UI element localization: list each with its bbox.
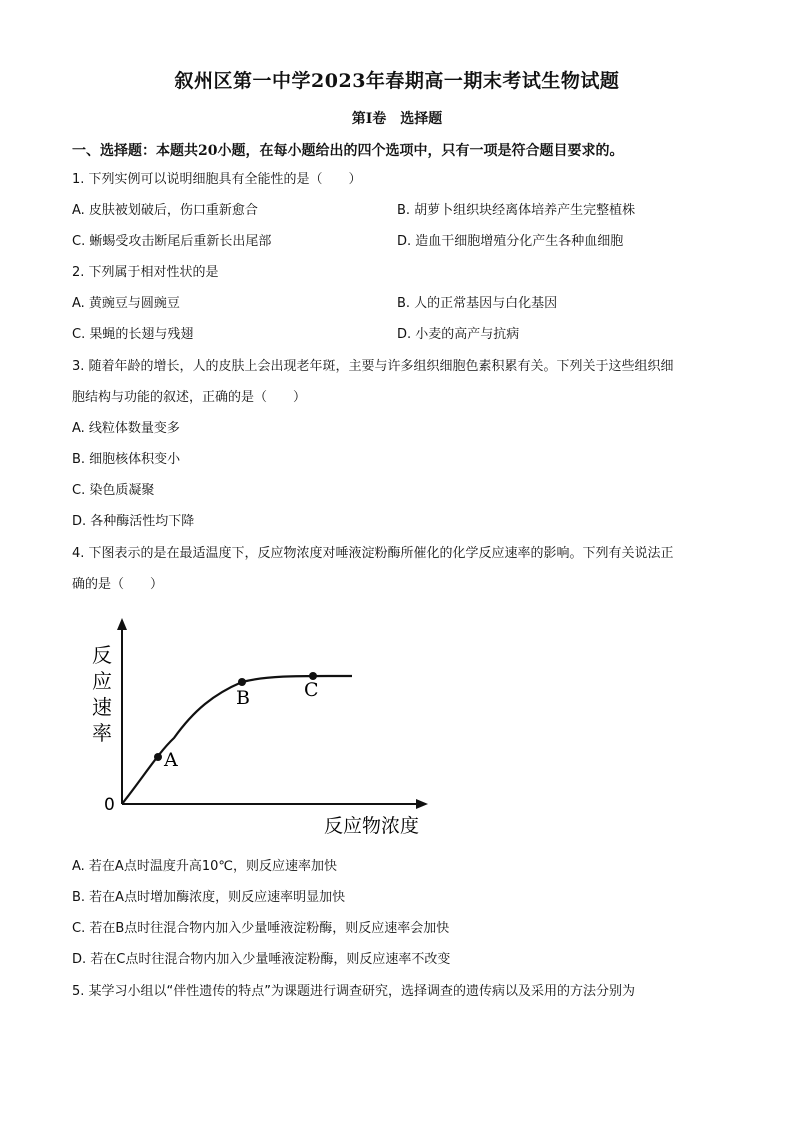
question-2-option-d: D. 小麦的高产与抗病 (397, 327, 520, 342)
question-4-option-c: C. 若在B点时往混合物内加入少量唾液淀粉酶，则反应速率会加快 (72, 921, 450, 936)
question-3-option-d: D. 各种酶活性均下降 (72, 514, 195, 529)
point-b-label: B (236, 687, 250, 709)
question-2-option-a: A. 黄豌豆与圆豌豆 (72, 296, 180, 311)
y-axis-arrow (117, 618, 127, 630)
point-a (154, 753, 162, 761)
question-3-stem-line-1: 3. 随着年龄的增长，人的皮肤上会出现老年斑，主要与许多组织细胞色素积累有关。下列关于这些组织细 (72, 359, 674, 374)
question-4-stem-line-2: 确的是（ ） (72, 577, 164, 592)
point-a-label: A (164, 749, 178, 771)
question-3-option-a: A. 线粒体数量变多 (72, 421, 180, 436)
point-c-label: C (304, 679, 319, 701)
volume-subtitle: 第I卷 选择题 (351, 111, 443, 127)
y-axis-label-char-1: 反 (92, 643, 112, 667)
question-4-option-d: D. 若在C点时往混合物内加入少量唾液淀粉酶，则反应速率不改变 (72, 952, 451, 967)
question-1-option-a: A. 皮肤被划破后，伤口重新愈合 (72, 203, 258, 218)
question-1-stem: 1. 下列实例可以说明细胞具有全能性的是（ ） (72, 172, 362, 187)
question-4-option-a: A. 若在A点时温度升高10℃，则反应速率加快 (72, 859, 337, 874)
question-4-stem-line-1: 4. 下图表示的是在最适温度下，反应物浓度对唾液淀粉酶所催化的化学反应速率的影响。下列有关说法正 (72, 546, 674, 561)
question-3-stem-line-2: 胞结构与功能的叙述，正确的是（ ） (72, 390, 307, 405)
question-5-stem: 5. 某学习小组以“伴性遗传的特点”为课题进行调查研究，选择调查的遗传病以及采用的方法分别为 (72, 984, 636, 999)
x-axis-label: 反应物浓度 (324, 815, 420, 837)
page-title: 叙州区第一中学2023年春期高一期末考试生物试题 (174, 70, 620, 92)
section-heading: 一、选择题：本题共20小题，在每小题给出的四个选项中，只有一项是符合题目要求的。 (72, 143, 624, 159)
question-3-option-b: B. 细胞核体积变小 (72, 452, 181, 467)
y-axis-label-char-4: 率 (92, 721, 112, 745)
reaction-rate-graph (84, 612, 444, 842)
question-2-option-b: B. 人的正常基因与白化基因 (397, 296, 558, 311)
origin-label: 0 (104, 795, 115, 815)
question-3-option-c: C. 染色质凝聚 (72, 483, 155, 498)
question-1-option-c: C. 蜥蜴受攻击断尾后重新长出尾部 (72, 234, 272, 249)
y-axis-label-char-2: 应 (92, 669, 112, 693)
question-1-option-b: B. 胡萝卜组织块经离体培养产生完整植株 (397, 203, 636, 218)
question-4-option-b: B. 若在A点时增加酶浓度，则反应速率明显加快 (72, 890, 346, 905)
question-1-option-d: D. 造血干细胞增殖分化产生各种血细胞 (397, 234, 624, 249)
y-axis-label-char-3: 速 (92, 695, 112, 719)
question-2-option-c: C. 果蝇的长翅与残翅 (72, 327, 194, 342)
question-2-stem: 2. 下列属于相对性状的是 (72, 265, 219, 280)
point-b (238, 678, 246, 686)
x-axis-arrow (416, 799, 428, 809)
